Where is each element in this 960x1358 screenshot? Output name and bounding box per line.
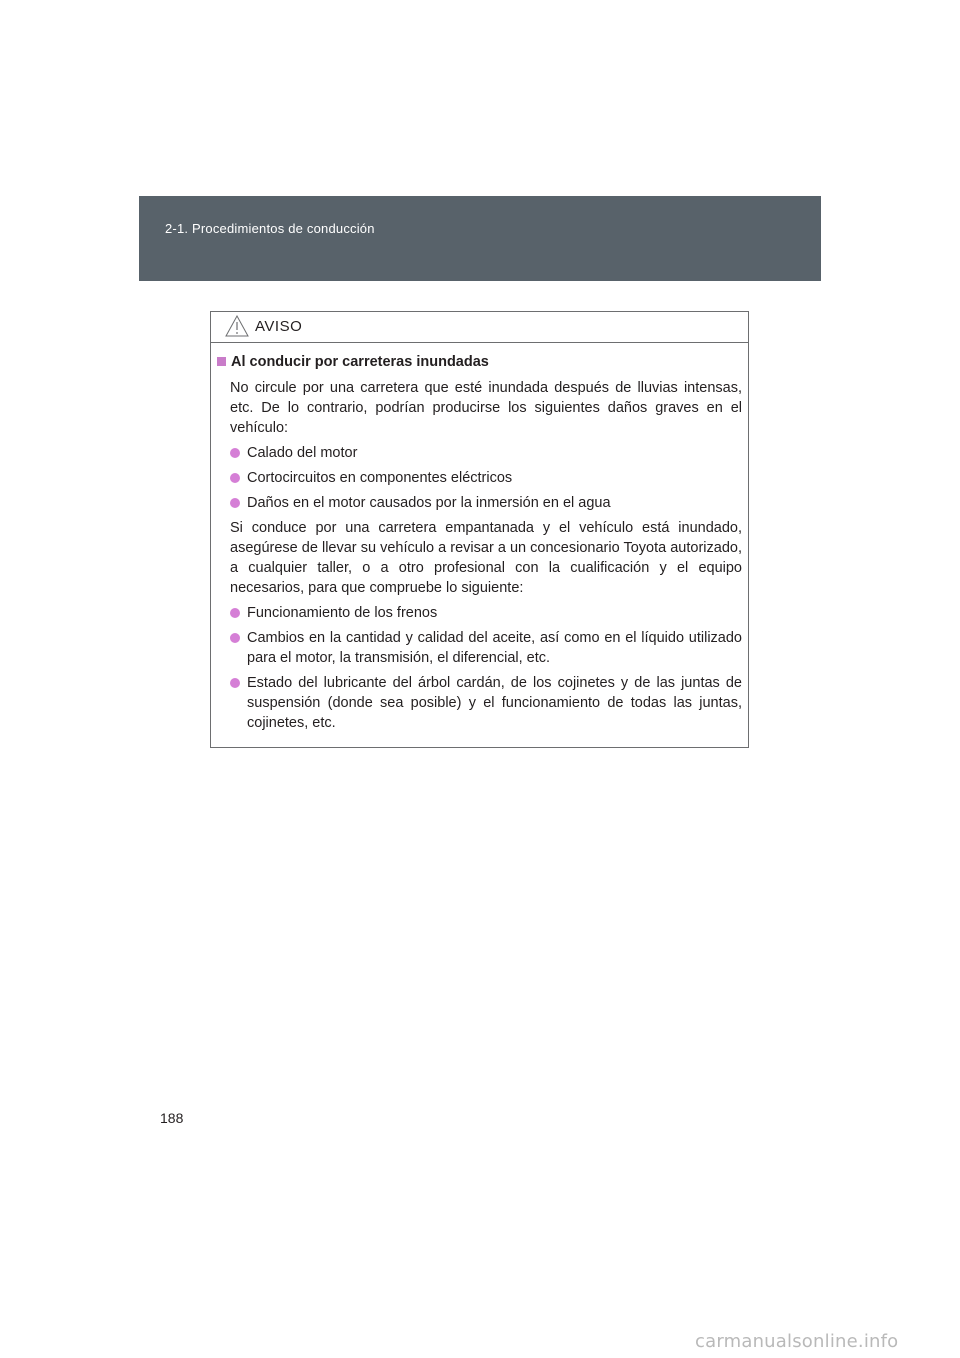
list-item-text: Daños en el motor causados por la inmersión en el agua [247, 495, 611, 511]
warning-body [217, 352, 742, 738]
warning-header [211, 312, 748, 343]
list-item [217, 443, 742, 463]
intro-paragraph: No circule por una carretera que esté inundada después de lluvias intensas, etc. De lo contrario, podrían producirse los siguientes daños graves en el vehículo: [230, 380, 742, 436]
topic-text: Al conducir por carreteras inundadas [231, 354, 489, 370]
list-item-text: Cortocircuitos en componentes eléctricos [247, 470, 513, 486]
list-item-text: Estado del lubricante del árbol cardán, de los cojinetes y de las juntas de suspensión (donde sea posible) y el funcionamiento de todas las juntas, cojinetes, etc. [247, 675, 742, 731]
list-item [217, 603, 742, 623]
list-item-text: Funcionamiento de los frenos [247, 605, 438, 621]
warning-label: AVISO [255, 318, 303, 335]
bullet-dot-icon [230, 498, 240, 508]
warning-box [210, 311, 749, 748]
bullet-dot-icon [230, 633, 240, 643]
square-bullet-icon [217, 357, 226, 366]
page-number: 188 [160, 1110, 184, 1126]
section-header-band [139, 196, 821, 281]
bullet-dot-icon [230, 608, 240, 618]
list-item-text: Cambios en la cantidad y calidad del aceite, así como en el líquido utilizado para el motor, la transmisión, el diferencial, etc. [247, 630, 742, 666]
bullet-dot-icon [230, 678, 240, 688]
watermark: carmanualsonline.info [695, 1331, 899, 1352]
warning-triangle-icon [225, 315, 249, 337]
damage-list [217, 443, 742, 513]
check-list [217, 603, 742, 733]
list-item [217, 628, 742, 668]
list-item [217, 468, 742, 488]
list-item-text: Calado del motor [247, 445, 358, 461]
bullet-dot-icon [230, 448, 240, 458]
bullet-dot-icon [230, 473, 240, 483]
topic-heading [217, 352, 742, 372]
list-item [217, 673, 742, 733]
list-item [217, 493, 742, 513]
section-title: 2-1. Procedimientos de conducción [165, 221, 375, 236]
check-intro-paragraph: Si conduce por una carretera empantanada y el vehículo está inundado, asegúrese de llevar su vehículo a revisar a un concesionario Toyota autorizado, a cualquier taller, o a otro profesional con la cualificación y el equipo necesarios, para que compruebe lo siguiente: [230, 520, 742, 596]
